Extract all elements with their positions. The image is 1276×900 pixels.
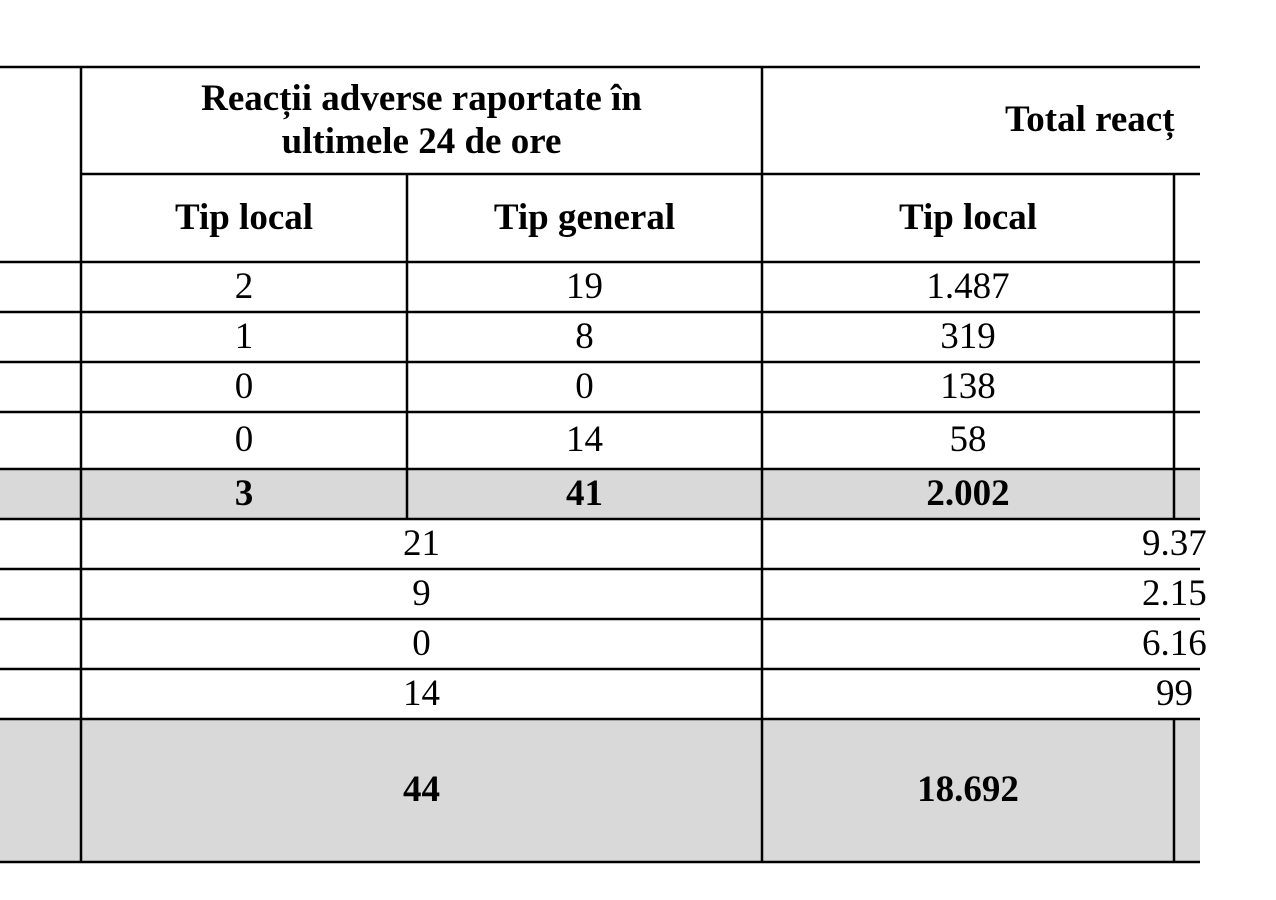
- subtotal-local-24h: 3: [234, 472, 254, 514]
- cell-total-local: 319: [940, 315, 996, 357]
- grand-total-local: 18.692: [917, 769, 1019, 811]
- header-group-total: Total reacț: [1005, 99, 1175, 141]
- header-group-24h: Reacții adverse raportate în ultimele 24 de ore: [201, 77, 642, 162]
- cell-total-partial: 9.37: [1142, 522, 1207, 564]
- grand-total-24h: 44: [403, 769, 440, 811]
- cell-combined-24h: 14: [403, 672, 440, 714]
- header-col-general-24h: Tip general: [493, 196, 676, 238]
- cell-total-local: 58: [949, 419, 987, 461]
- cell-general-24h: 8: [575, 315, 594, 357]
- cell-local-24h: 1: [234, 315, 254, 357]
- cell-local-24h: 0: [234, 365, 254, 407]
- cell-total-partial: 2.15: [1142, 572, 1207, 614]
- cell-total-partial: 99: [1156, 672, 1193, 714]
- subtotal-general-24h: 41: [566, 472, 603, 514]
- cell-combined-24h: 21: [403, 522, 440, 564]
- cell-combined-24h: 0: [412, 622, 431, 664]
- cell-general-24h: 19: [566, 265, 603, 307]
- cell-local-24h: 2: [234, 265, 254, 307]
- cell-total-partial: 6.16: [1142, 622, 1207, 664]
- cell-local-24h: 0: [234, 419, 254, 461]
- cell-general-24h: 14: [566, 419, 603, 461]
- subtotal-total-local: 2.002: [926, 472, 1010, 514]
- header-col-local-24h: Tip local: [174, 196, 314, 238]
- cell-general-24h: 0: [575, 365, 594, 407]
- header-col-local-total: Tip local: [898, 196, 1038, 238]
- cell-total-local: 138: [940, 365, 996, 407]
- cell-total-local: 1.487: [926, 265, 1010, 307]
- cell-combined-24h: 9: [412, 572, 431, 614]
